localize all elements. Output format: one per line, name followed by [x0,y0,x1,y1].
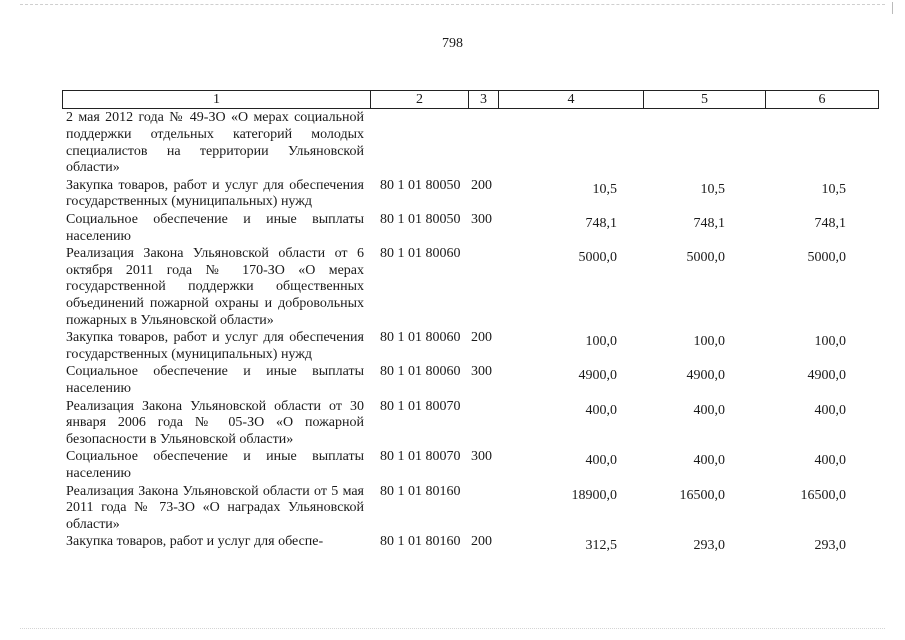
row-value-4: 100,0 [585,334,617,350]
table-row [62,534,878,555]
row-value-4: 400,0 [585,402,617,418]
table-row [62,449,878,483]
column-header-2: 2 [371,91,469,109]
row-value-6: 400,0 [814,402,846,418]
row-value-5: 748,1 [693,215,725,231]
row-name: Реализация Закона Ульяновской области от 6 октября 2011 года № 170-ЗО «О мерах государственной поддержки общественных объединений пожарной охраны и добровольных пожарных в Ульяновской области» [66,245,364,329]
column-header-4: 4 [499,91,644,109]
row-code: 80 1 01 80070 [380,449,461,465]
row-value-4: 5000,0 [578,249,617,265]
row-type: 200 [471,177,492,193]
row-value-5: 100,0 [693,334,725,350]
row-value-5: 400,0 [693,402,725,418]
row-value-5: 4900,0 [686,368,725,384]
row-type [468,399,498,450]
row-code: 80 1 01 80050 [380,177,461,193]
row-type: 300 [471,449,492,465]
table-row [62,178,878,212]
row-code: 80 1 01 80070 [380,398,461,414]
row-type: 300 [471,211,492,227]
row-code: 80 1 01 80160 [380,483,461,499]
row-value-6 [765,110,878,178]
row-value-6: 400,0 [814,453,846,469]
column-header-row [63,91,879,109]
row-name: Социальное обеспечение и иные выплаты населению [66,211,364,244]
row-value-6: 748,1 [814,215,846,231]
row-value-5: 400,0 [693,453,725,469]
row-code: 80 1 01 80060 [380,364,461,380]
table-row [62,399,878,450]
row-value-4: 312,5 [585,538,617,554]
scan-edge-corner [882,2,893,14]
column-header-1: 1 [63,91,371,109]
row-code: 80 1 01 80060 [380,245,461,261]
row-type [468,484,498,535]
row-value-5: 10,5 [700,181,725,197]
row-value-6: 10,5 [821,181,846,197]
budget-table-body [62,110,878,556]
table-row [62,110,878,178]
row-value-4 [498,110,643,178]
table-row [62,212,878,246]
column-header-3: 3 [469,91,499,109]
column-header-6: 6 [766,91,879,109]
row-name: 2 мая 2012 года № 49-ЗО «О мерах социальной поддержки отдельных категорий молодых специалистов на территории Ульяновской области» [66,110,364,176]
row-value-5: 16500,0 [679,487,725,503]
row-value-4: 18900,0 [571,487,617,503]
row-value-4: 748,1 [585,215,617,231]
row-value-6: 100,0 [814,334,846,350]
row-name: Закупка товаров, работ и услуг для обеспечения государственных (муниципальных) нужд [66,330,364,363]
row-code: 80 1 01 80160 [380,534,461,550]
table-row [62,246,878,330]
row-type: 200 [471,330,492,346]
scan-edge-top [20,4,885,6]
column-header-table [62,90,879,109]
row-name: Реализация Закона Ульяновской области от 30 января 2006 года № 05-ЗО «О пожарной безопасности в Ульяновской области» [66,398,364,448]
row-type: 200 [471,534,492,550]
row-name: Социальное обеспечение и иные выплаты населению [66,449,364,482]
row-code: 80 1 01 80050 [380,211,461,227]
row-type [468,246,498,330]
row-value-5 [643,110,765,178]
row-name: Реализация Закона Ульяновской области от 5 мая 2011 года № 73-ЗО «О наградах Ульяновской области» [66,483,364,533]
column-header-5: 5 [644,91,766,109]
row-value-4: 400,0 [585,453,617,469]
row-name: Закупка товаров, работ и услуг для обеспечения государственных (муниципальных) нужд [66,177,364,210]
row-type: 300 [471,364,492,380]
scan-edge-bottom [20,628,885,630]
row-name: Закупка товаров, работ и услуг для обеспе- [66,534,324,550]
table-row [62,330,878,364]
table-row [62,364,878,398]
row-value-4: 4900,0 [578,368,617,384]
row-type [468,110,498,178]
row-value-5: 5000,0 [686,249,725,265]
row-value-6: 4900,0 [807,368,846,384]
row-value-5: 293,0 [693,538,725,554]
budget-table [62,110,878,556]
row-code [370,110,468,178]
row-value-4: 10,5 [592,181,617,197]
table-row [62,484,878,535]
row-name: Социальное обеспечение и иные выплаты населению [66,364,364,397]
row-code: 80 1 01 80060 [380,330,461,346]
row-value-6: 5000,0 [807,249,846,265]
row-value-6: 293,0 [814,538,846,554]
page-number: 798 [442,36,463,51]
row-value-6: 16500,0 [800,487,846,503]
